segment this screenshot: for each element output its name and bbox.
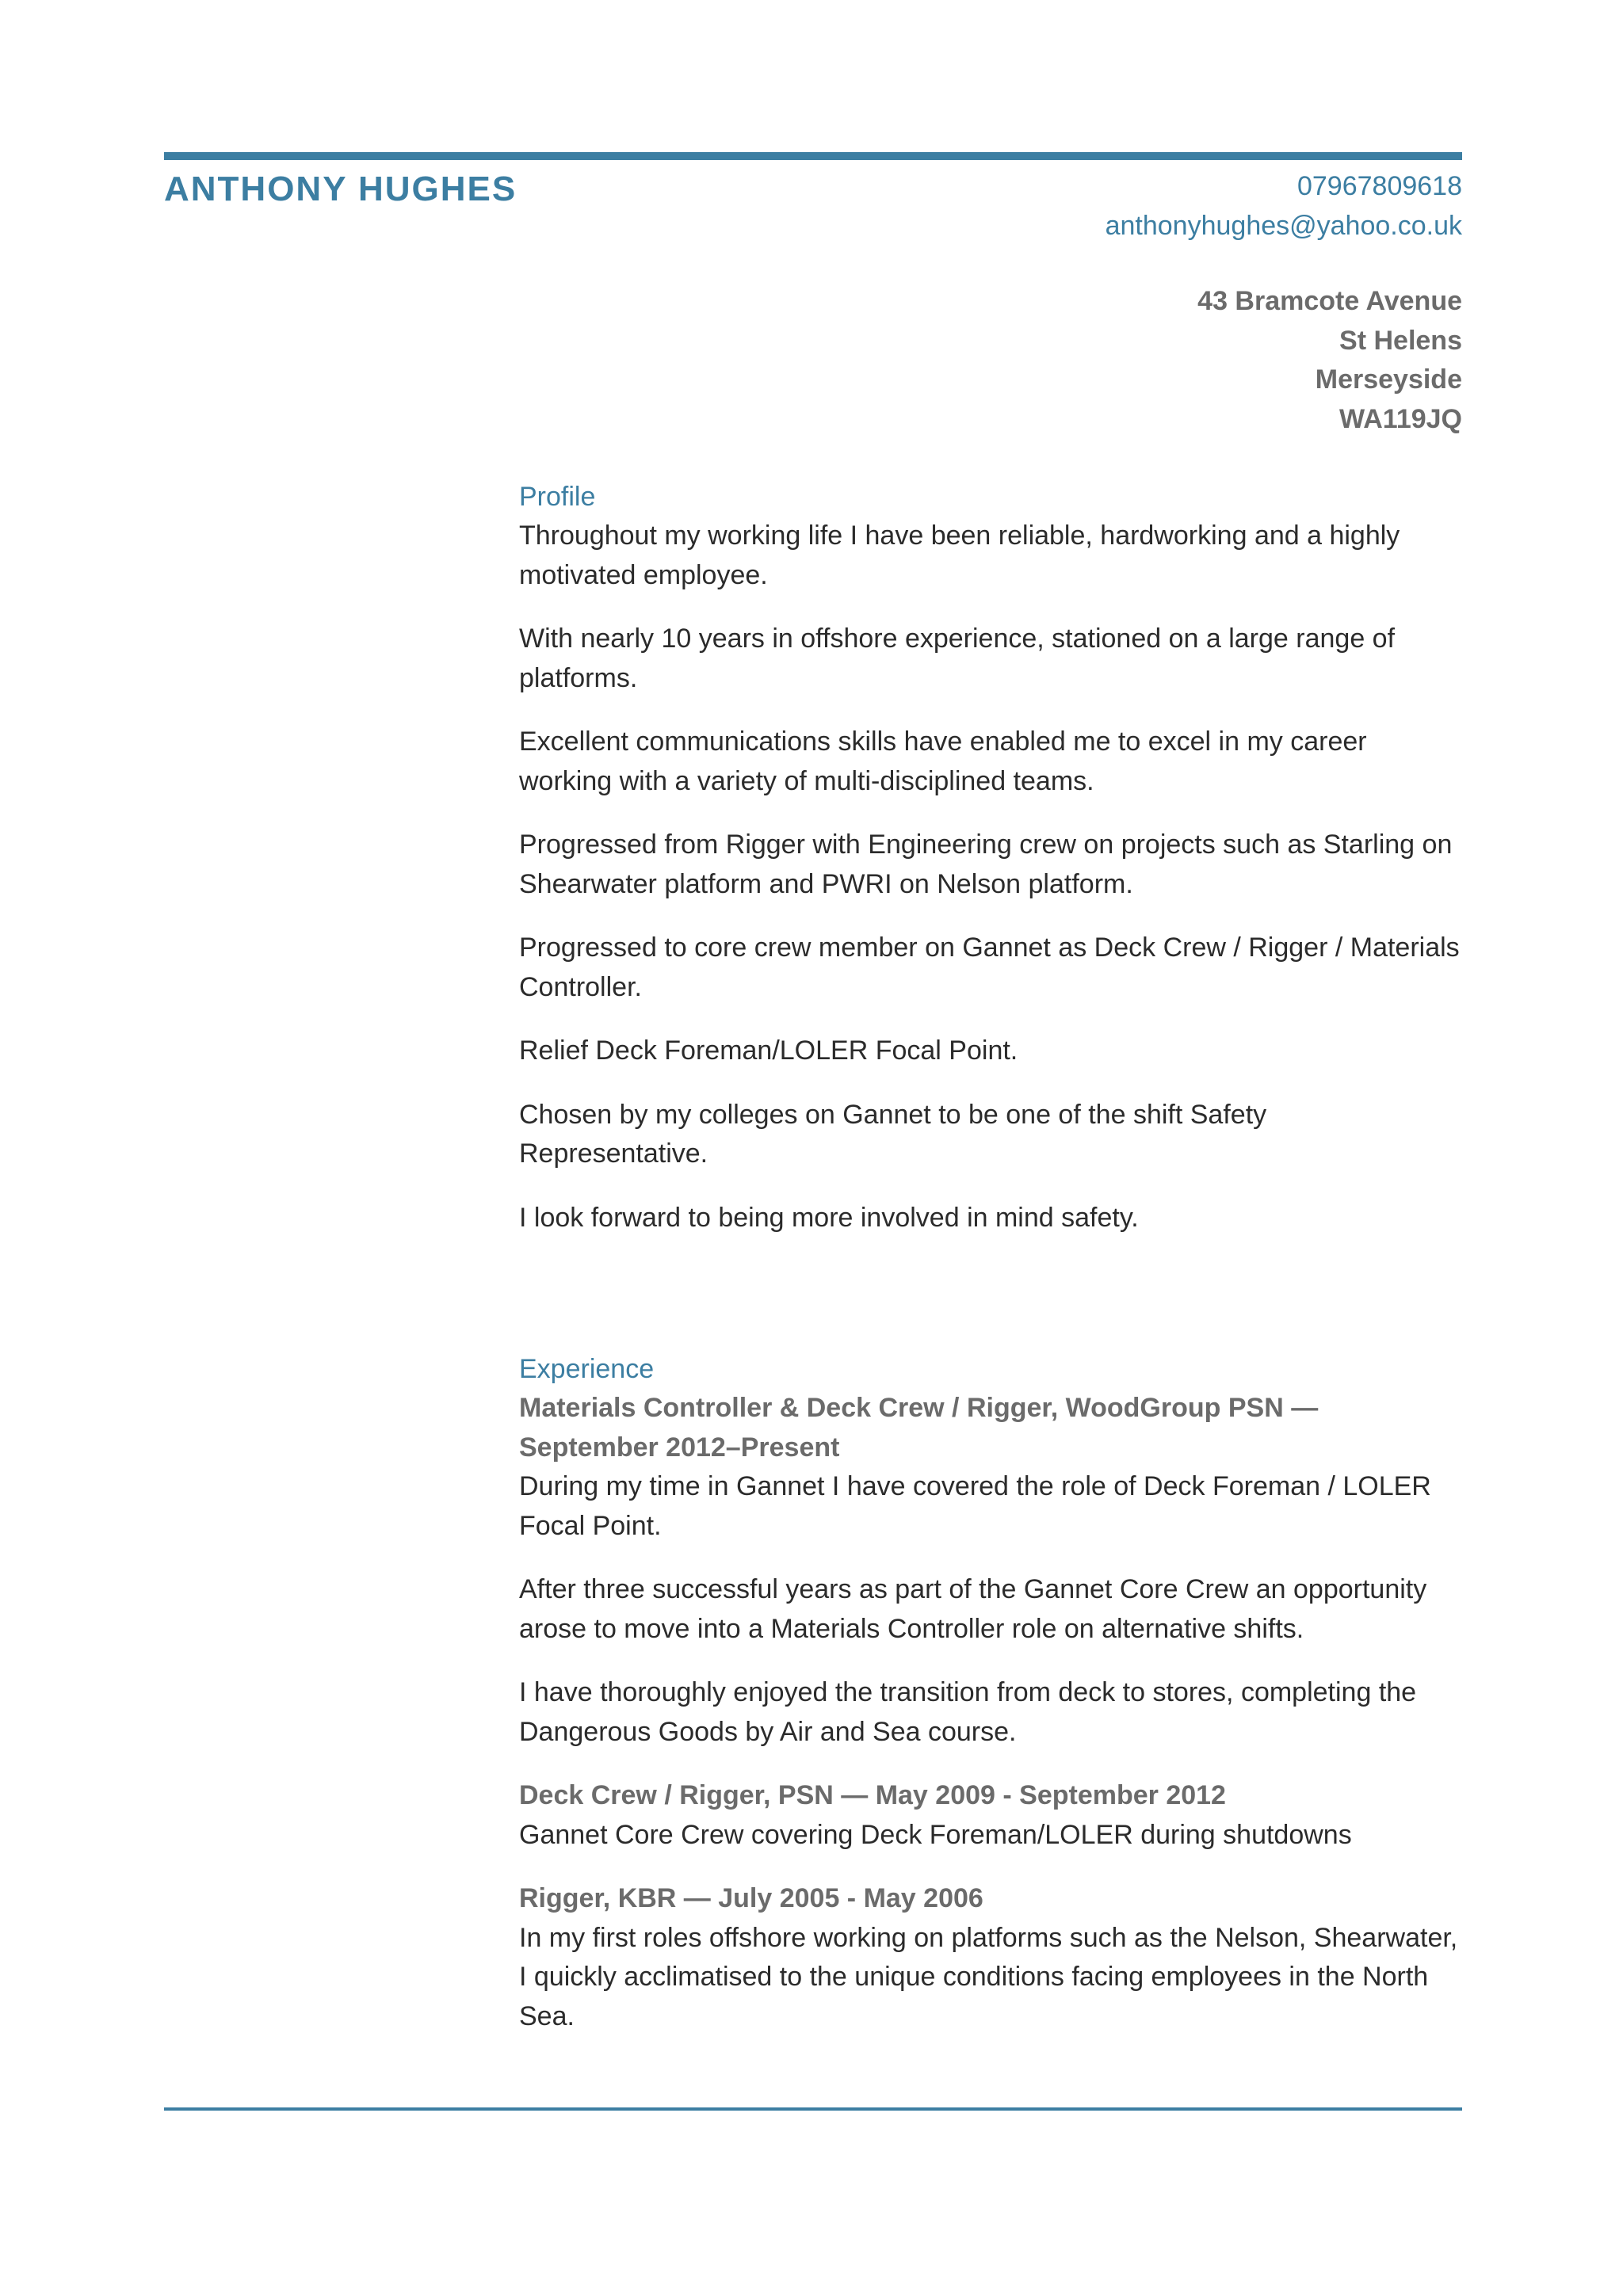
- address-line: WA119JQ: [1339, 403, 1462, 434]
- email-address[interactable]: anthonyhughes@yahoo.co.uk: [1105, 211, 1462, 241]
- address-line: Merseyside: [1315, 364, 1462, 395]
- profile-paragraph: Progressed to core crew member on Gannet as Deck Crew / Rigger / Materials Controller.: [519, 933, 1460, 1002]
- job-description: Gannet Core Crew covering Deck Foreman/LOLER during shutdowns: [519, 1819, 1352, 1850]
- profile-paragraph: Chosen by my colleges on Gannet to be one of the shift Safety Representative.: [519, 1099, 1267, 1169]
- job-title: Deck Crew / Rigger, PSN — May 2009 - September 2012: [519, 1780, 1226, 1810]
- contact-block: [1106, 166, 1462, 246]
- job-title: Materials Controller & Deck Crew / Rigger, WoodGroup PSN — September 2012–Present: [519, 1393, 1319, 1463]
- job-title: Rigger, KBR — July 2005 - May 2006: [519, 1883, 983, 1913]
- profile-paragraph: Relief Deck Foreman/LOLER Focal Point.: [519, 1035, 1018, 1066]
- job-description: I have thoroughly enjoyed the transition from deck to stores, completing the Dangerous Goods by Air and Sea course.: [519, 1677, 1417, 1747]
- header-rule: [164, 152, 1462, 160]
- phone-number[interactable]: 07967809618: [1296, 171, 1462, 201]
- footer-rule: [164, 2107, 1462, 2111]
- profile-paragraph: With nearly 10 years in offshore experience, stationed on a large range of platforms.: [519, 624, 1396, 693]
- job-entry: [519, 1879, 1462, 2036]
- section-title-experience: Experience: [519, 1354, 655, 1384]
- job-description: In my first roles offshore working on platforms such as the Nelson, Shearwater, I quickly acclimatised to the unique conditions facing employees in the North Sea.: [519, 1922, 1458, 2031]
- profile-paragraph: Progressed from Rigger with Engineering crew on projects such as Starling on Shearwater platform and PWRI on Nelson platform.: [519, 830, 1453, 899]
- address-line: 43 Bramcote Avenue: [1197, 286, 1462, 316]
- profile-paragraph: Excellent communications skills have enabled me to excel in my career working with a variety of multi-disciplined teams.: [519, 727, 1367, 796]
- experience-section: [519, 1349, 1462, 2061]
- job-entry: [519, 1389, 1462, 1752]
- profile-paragraph: I look forward to being more involved in mind safety.: [519, 1202, 1139, 1233]
- postal-address: [1197, 282, 1462, 439]
- job-description: After three successful years as part of the Gannet Core Crew an opportunity arose to move into a Materials Controller role on alternative shifts.: [519, 1574, 1427, 1644]
- job-entry: [519, 1776, 1462, 1855]
- profile-paragraph: Throughout my working life I have been reliable, hardworking and a highly motivated employee.: [519, 521, 1400, 590]
- section-title-profile: Profile: [519, 482, 596, 512]
- profile-section: [519, 477, 1462, 1262]
- job-description: During my time in Gannet I have covered the role of Deck Foreman / LOLER Focal Point.: [519, 1471, 1431, 1541]
- address-line: St Helens: [1339, 325, 1462, 356]
- candidate-name: ANTHONY HUGHES: [164, 170, 517, 208]
